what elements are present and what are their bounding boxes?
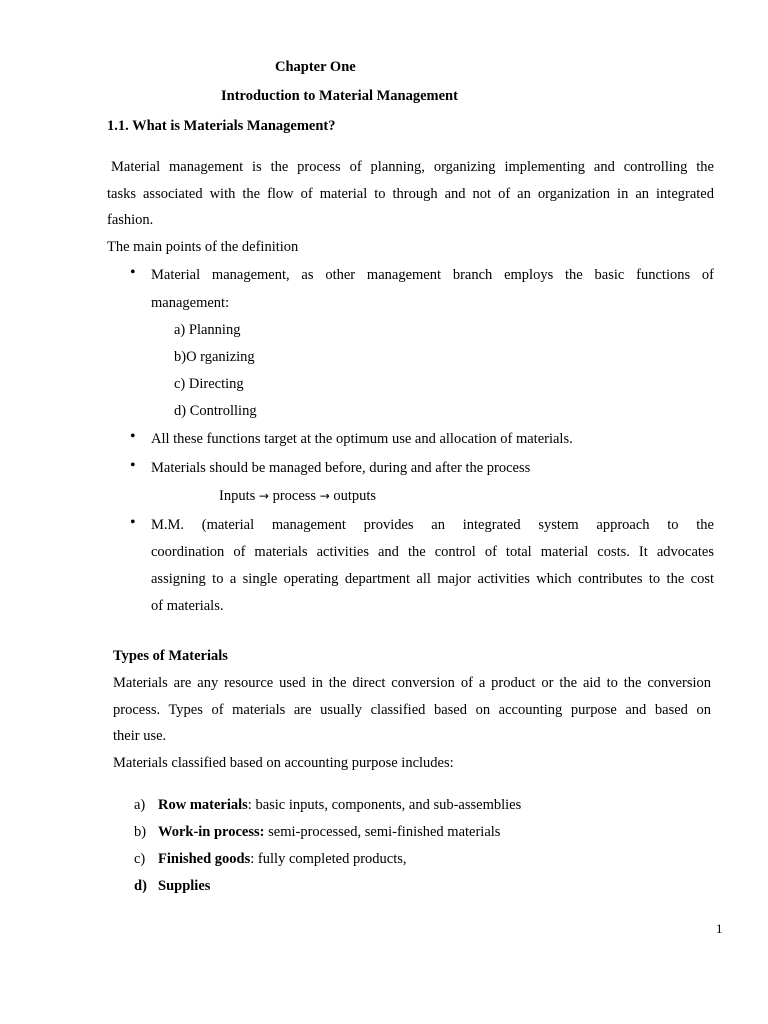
list-marker: c) <box>134 851 146 867</box>
list-marker: b) <box>134 824 147 840</box>
intro-line-1: Material management is the process of planning, organizing implementing and controlling the <box>111 159 714 175</box>
bullet3-text: Materials should be managed before, during and after the process <box>151 460 531 476</box>
main-points-label: The main points of the definition <box>107 239 299 255</box>
chapter-subtitle: Introduction to Material Management <box>221 88 458 104</box>
list-term: Row materials <box>158 797 248 813</box>
list-term: Finished goods <box>158 851 251 867</box>
flow-outputs: outputs <box>333 488 377 504</box>
list-item <box>134 878 210 895</box>
list-item <box>134 824 500 841</box>
bullet1-line-2: management: <box>151 295 230 311</box>
intro-line-2: tasks associated with the flow of material to through and not of an organization in an integrated <box>107 186 714 202</box>
intro-line-3: fashion. <box>107 212 154 228</box>
sub-item-directing: c) Directing <box>174 376 244 392</box>
flow-process: process <box>272 488 317 504</box>
sub-item-organizing: b)O rganizing <box>174 349 255 365</box>
bullet2-text: All these functions target at the optimum use and allocation of materials. <box>151 431 573 447</box>
types-heading: Types of Materials <box>113 648 228 664</box>
classified-label: Materials classified based on accounting purpose includes: <box>113 755 454 771</box>
process-flow <box>219 488 376 505</box>
bullet-dot: • <box>130 264 136 281</box>
bullet-dot: • <box>130 514 136 531</box>
sub-item-controlling: d) Controlling <box>174 403 257 419</box>
list-marker: a) <box>134 797 146 813</box>
bullet4-line-2: coordination of materials activities and the control of total material costs. It advocates <box>151 544 714 560</box>
list-item <box>134 797 521 814</box>
types-para-line-3: their use. <box>113 728 167 744</box>
bullet1-line-1: Material management, as other management branch employs the basic functions of <box>151 267 714 283</box>
bullet4-line-1: M.M. (material management provides an integrated system approach to the <box>151 517 714 533</box>
list-desc: : fully completed products, <box>250 851 407 867</box>
list-term: Work-in process: <box>158 824 265 840</box>
right-arrow-icon: → <box>258 489 269 503</box>
list-marker: d) <box>134 878 147 894</box>
list-desc: : basic inputs, components, and sub-assemblies <box>247 797 522 813</box>
sub-item-planning: a) Planning <box>174 322 241 338</box>
list-item <box>134 851 407 868</box>
page-number: 1 <box>716 921 723 936</box>
bullet-dot: • <box>130 457 136 474</box>
chapter-title: Chapter One <box>275 59 356 75</box>
list-term: Supplies <box>158 878 211 894</box>
types-para-line-2: process. Types of materials are usually classified based on accounting purpose and based on <box>113 702 711 718</box>
section-heading: 1.1. What is Materials Management? <box>107 118 336 134</box>
flow-inputs: Inputs <box>219 488 256 504</box>
types-para-line-1: Materials are any resource used in the direct conversion of a product or the aid to the conversion <box>113 675 711 691</box>
bullet-dot: • <box>130 428 136 445</box>
bullet4-line-3: assigning to a single operating department all major activities which contributes to the cost <box>151 571 714 587</box>
list-desc: semi-processed, semi-finished materials <box>264 824 501 840</box>
bullet4-line-4: of materials. <box>151 598 224 614</box>
right-arrow-icon: → <box>319 489 330 503</box>
